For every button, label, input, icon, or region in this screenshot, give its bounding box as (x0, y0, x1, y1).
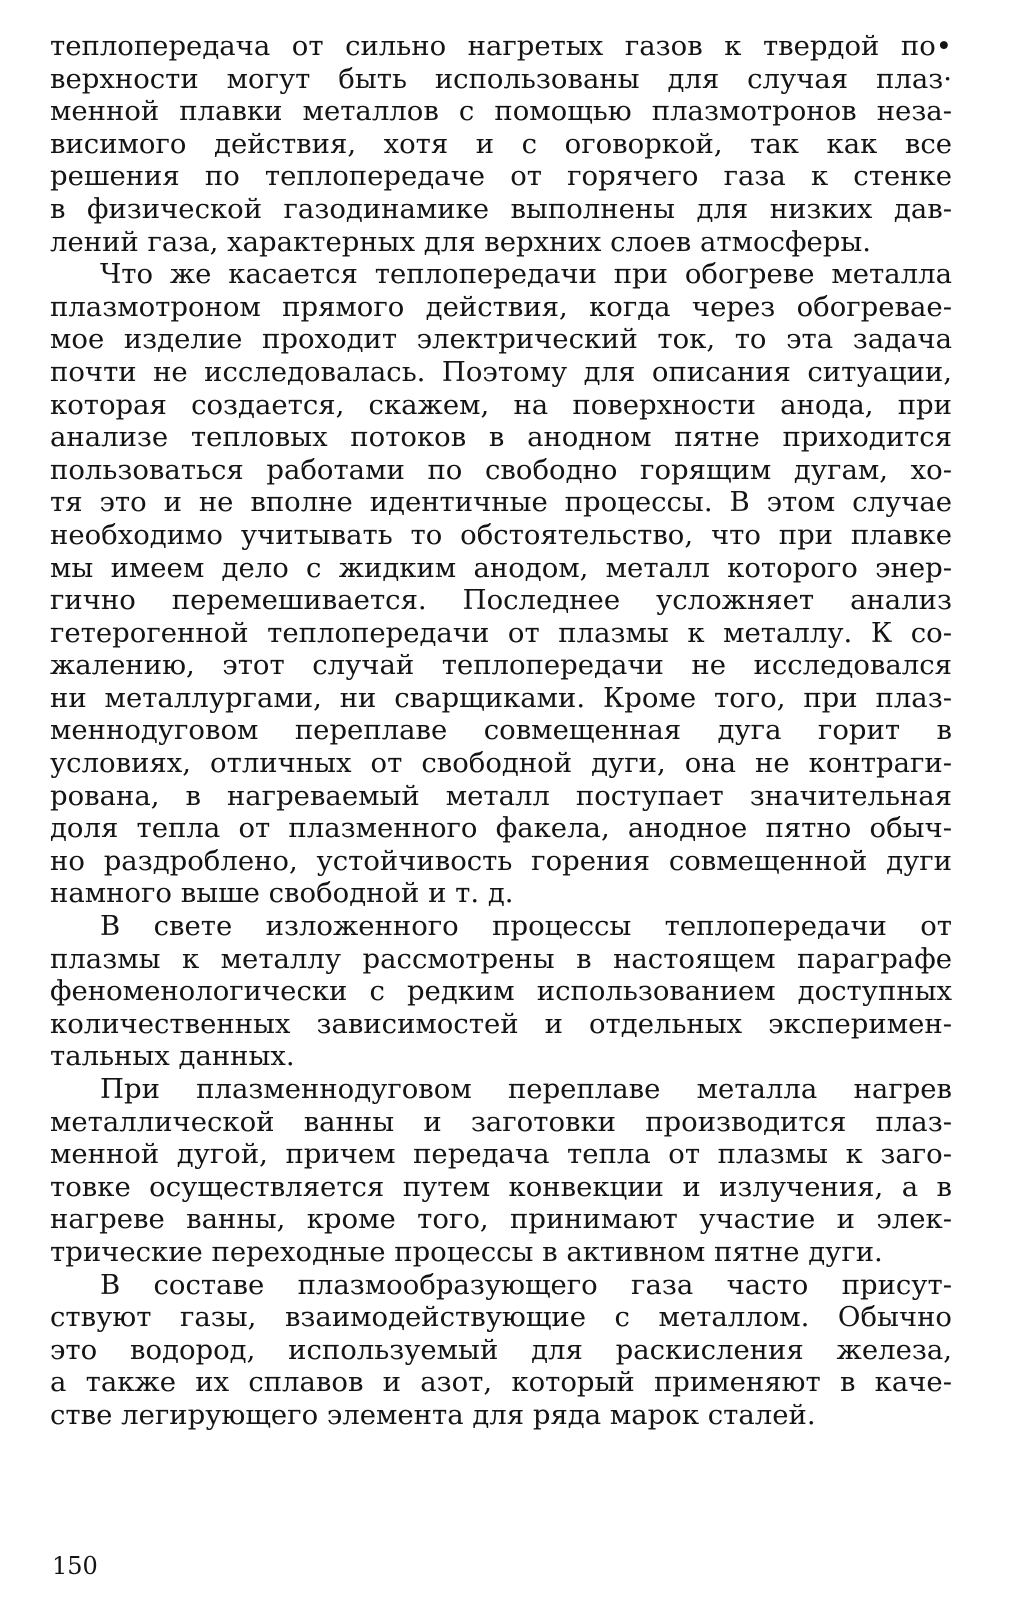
text-line: При плазменнодуговом переплаве металла нагрев (100, 1073, 952, 1105)
text-line: рована, в нагреваемый металл поступает значительная (50, 779, 952, 812)
text-line: решения по теплопередаче от горячего газа к стенке (50, 160, 952, 193)
text-line: а также их сплавов и азот, который применяют в каче- (50, 1366, 952, 1399)
text-line: плазмотроном прямого действия, когда через обогревае- (50, 290, 952, 323)
text-line: плазмы к металлу рассмотрены в настоящем параграфе (50, 942, 952, 975)
page-body (50, 30, 952, 1432)
text-line: доля тепла от плазменного факела, анодное пятно обыч- (50, 812, 952, 845)
text-line: лений газа, характерных для верхних слоев атмосферы. (50, 225, 871, 258)
text-line: почти не исследовалась. Поэтому для описания ситуации, (50, 355, 952, 388)
text-line: меннодуговом переплаве совмещенная дуга горит в (50, 714, 952, 747)
paragraph-3 (50, 910, 952, 1073)
text-line: в физической газодинамике выполнены для низких дав- (50, 192, 952, 225)
text-line: трические переходные процессы в активном пятне дуги. (50, 1235, 883, 1268)
text-line: тальных данных. (50, 1040, 295, 1073)
text-line: которая создается, скажем, на поверхности анода, при (50, 388, 952, 421)
text-line: анализе тепловых потоков в анодном пятне приходится (50, 421, 952, 454)
page-number: 150 (52, 1552, 98, 1580)
text-line: верхности могут быть использованы для случая плаз· (50, 62, 952, 95)
text-line: жалению, этот случай теплопередачи не исследовался (50, 649, 952, 682)
text-line: менной дугой, причем передача тепла от плазмы к заго- (50, 1138, 952, 1171)
text-line: менной плавки металлов с помощью плазмотронов неза- (50, 95, 952, 128)
text-line: теплопередача от сильно нагретых газов к твердой по• (50, 30, 952, 62)
text-line: висимого действия, хотя и с оговоркой, так как все (50, 127, 952, 160)
text-line: но раздроблено, устойчивость горения совмещенной дуги (50, 844, 952, 877)
text-line: мы имеем дело с жидким анодом, металл которого энер- (50, 551, 952, 584)
text-line: количественных зависимостей и отдельных эксперимен- (50, 1007, 952, 1040)
text-line: необходимо учитывать то обстоятельство, что при плавке (50, 518, 952, 551)
text-line: пользоваться работами по свободно горящим дугам, хо- (50, 453, 952, 486)
text-line: нагреве ванны, кроме того, принимают участие и элек- (50, 1203, 952, 1236)
paragraph-1 (50, 30, 952, 258)
paragraph-2 (50, 258, 952, 910)
text-line: В составе плазмообразующего газа часто присут- (100, 1268, 952, 1301)
text-line: стве легирующего элемента для ряда марок сталей. (50, 1398, 816, 1431)
text-line: товке осуществляется путем конвекции и излучения, а в (50, 1170, 952, 1203)
text-line: Что же касается теплопередачи при обогреве металла (100, 258, 952, 291)
text-line: гетерогенной теплопередачи от плазмы к металлу. К со- (50, 616, 952, 649)
text-line: феноменологически с редким использованием доступных (50, 975, 952, 1008)
text-line: тя это и не вполне идентичные процессы. В этом случае (50, 486, 952, 519)
text-line: металлической ванны и заготовки производится плаз- (50, 1105, 952, 1138)
text-line: В свете изложенного процессы теплопередачи от (100, 910, 952, 943)
text-line: мое изделие проходит электрический ток, то эта задача (50, 323, 952, 356)
text-line: условиях, отличных от свободной дуги, она не контраги- (50, 747, 952, 780)
paragraph-4 (50, 1073, 952, 1269)
text-line: ни металлургами, ни сварщиками. Кроме того, при плаз- (50, 681, 952, 714)
paragraph-5 (50, 1269, 952, 1432)
text-line: намного выше свободной и т. д. (50, 877, 514, 910)
text-line: гично перемешивается. Последнее усложняет анализ (50, 584, 952, 617)
text-line: ствуют газы, взаимодействующие с металлом. Обычно (50, 1301, 952, 1334)
text-line: это водород, используемый для раскисления железа, (50, 1333, 952, 1366)
